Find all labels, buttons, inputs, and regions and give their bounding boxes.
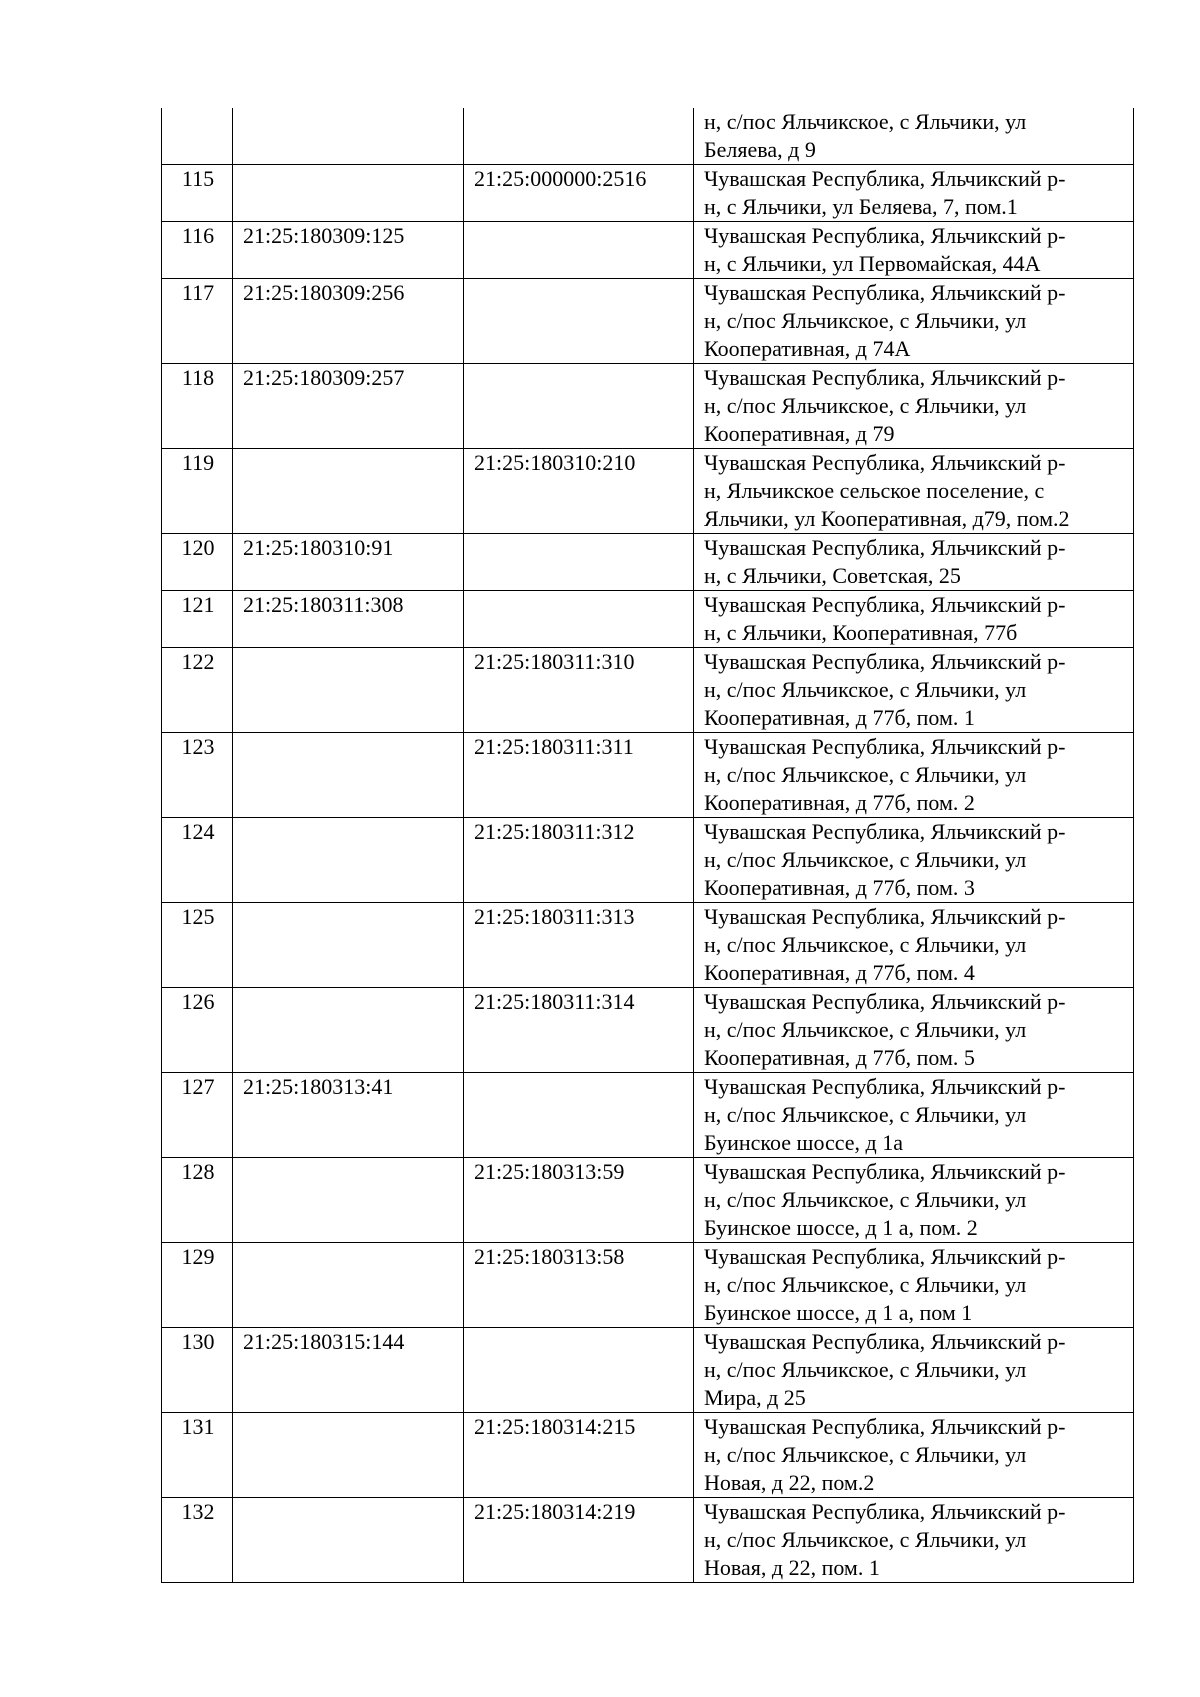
row-number-cell: 119 bbox=[162, 449, 233, 534]
row-number-cell: 117 bbox=[162, 279, 233, 364]
table-row bbox=[162, 534, 1134, 591]
land-cadastral-number-cell bbox=[233, 165, 464, 222]
row-number-cell: 123 bbox=[162, 733, 233, 818]
building-cadastral-number-cell: 21:25:180313:58 bbox=[464, 1243, 694, 1328]
table-row bbox=[162, 1073, 1134, 1158]
address-cell: Чувашская Республика, Яльчикский р- н, с Яльчики, Советская, 25 bbox=[694, 534, 1134, 591]
building-cadastral-number-cell: 21:25:180314:219 bbox=[464, 1498, 694, 1583]
building-cadastral-number-cell: 21:25:180311:314 bbox=[464, 988, 694, 1073]
building-cadastral-number-cell: 21:25:180311:312 bbox=[464, 818, 694, 903]
row-number-cell: 115 bbox=[162, 165, 233, 222]
row-number-cell: 129 bbox=[162, 1243, 233, 1328]
address-cell: Чувашская Республика, Яльчикский р- н, с/пос Яльчикское, с Яльчики, ул Кооперативная, д 74А bbox=[694, 279, 1134, 364]
address-cell: Чувашская Республика, Яльчикский р- н, с/пос Яльчикское, с Яльчики, ул Буинское шоссе, д 1а bbox=[694, 1073, 1134, 1158]
address-cell: Чувашская Республика, Яльчикский р- н, с/пос Яльчикское, с Яльчики, ул Кооперативная, д 77б, пом. 5 bbox=[694, 988, 1134, 1073]
row-number-cell: 121 bbox=[162, 591, 233, 648]
address-cell: Чувашская Республика, Яльчикский р- н, с Яльчики, Кооперативная, 77б bbox=[694, 591, 1134, 648]
building-cadastral-number-cell bbox=[464, 364, 694, 449]
address-cell: Чувашская Республика, Яльчикский р- н, с/пос Яльчикское, с Яльчики, ул Мира, д 25 bbox=[694, 1328, 1134, 1413]
building-cadastral-number-cell bbox=[464, 1073, 694, 1158]
address-cell: Чувашская Республика, Яльчикский р- н, с Яльчики, ул Первомайская, 44А bbox=[694, 222, 1134, 279]
table-row bbox=[162, 818, 1134, 903]
table-row bbox=[162, 988, 1134, 1073]
land-cadastral-number-cell bbox=[233, 648, 464, 733]
row-number-cell: 118 bbox=[162, 364, 233, 449]
building-cadastral-number-cell bbox=[464, 108, 694, 165]
row-number-cell: 124 bbox=[162, 818, 233, 903]
address-cell: н, с/пос Яльчикское, с Яльчики, ул Беляева, д 9 bbox=[694, 108, 1134, 165]
row-number-cell: 122 bbox=[162, 648, 233, 733]
address-cell: Чувашская Республика, Яльчикский р- н, с/пос Яльчикское, с Яльчики, ул Кооперативная, д 77б, пом. 3 bbox=[694, 818, 1134, 903]
property-register-table bbox=[161, 108, 1134, 1583]
row-number-cell: 127 bbox=[162, 1073, 233, 1158]
land-cadastral-number-cell bbox=[233, 988, 464, 1073]
table-row bbox=[162, 1158, 1134, 1243]
table-row bbox=[162, 108, 1134, 165]
address-cell: Чувашская Республика, Яльчикский р- н, Яльчикское сельское поселение, с Яльчики, ул Кооперативная, д79, пом.2 bbox=[694, 449, 1134, 534]
table-row bbox=[162, 1328, 1134, 1413]
row-number-cell: 120 bbox=[162, 534, 233, 591]
land-cadastral-number-cell bbox=[233, 818, 464, 903]
register-table-body bbox=[162, 108, 1134, 1583]
address-cell: Чувашская Республика, Яльчикский р- н, с/пос Яльчикское, с Яльчики, ул Новая, д 22, пом.2 bbox=[694, 1413, 1134, 1498]
land-cadastral-number-cell bbox=[233, 108, 464, 165]
address-cell: Чувашская Республика, Яльчикский р- н, с/пос Яльчикское, с Яльчики, ул Буинское шоссе, д 1 а, пом. 2 bbox=[694, 1158, 1134, 1243]
row-number-cell: 128 bbox=[162, 1158, 233, 1243]
table-row bbox=[162, 449, 1134, 534]
address-cell: Чувашская Республика, Яльчикский р- н, с/пос Яльчикское, с Яльчики, ул Кооперативная, д 77б, пом. 1 bbox=[694, 648, 1134, 733]
building-cadastral-number-cell: 21:25:180310:210 bbox=[464, 449, 694, 534]
row-number-cell: 126 bbox=[162, 988, 233, 1073]
land-cadastral-number-cell: 21:25:180315:144 bbox=[233, 1328, 464, 1413]
land-cadastral-number-cell bbox=[233, 903, 464, 988]
building-cadastral-number-cell bbox=[464, 1328, 694, 1413]
row-number-cell: 132 bbox=[162, 1498, 233, 1583]
land-cadastral-number-cell bbox=[233, 1158, 464, 1243]
land-cadastral-number-cell: 21:25:180309:257 bbox=[233, 364, 464, 449]
building-cadastral-number-cell: 21:25:180311:313 bbox=[464, 903, 694, 988]
table-row bbox=[162, 1243, 1134, 1328]
land-cadastral-number-cell: 21:25:180309:125 bbox=[233, 222, 464, 279]
table-row bbox=[162, 648, 1134, 733]
table-row bbox=[162, 1413, 1134, 1498]
land-cadastral-number-cell: 21:25:180310:91 bbox=[233, 534, 464, 591]
land-cadastral-number-cell: 21:25:180309:256 bbox=[233, 279, 464, 364]
table-row bbox=[162, 279, 1134, 364]
table-row bbox=[162, 222, 1134, 279]
building-cadastral-number-cell bbox=[464, 222, 694, 279]
building-cadastral-number-cell bbox=[464, 591, 694, 648]
row-number-cell: 125 bbox=[162, 903, 233, 988]
land-cadastral-number-cell: 21:25:180313:41 bbox=[233, 1073, 464, 1158]
row-number-cell: 130 bbox=[162, 1328, 233, 1413]
row-number-cell: 116 bbox=[162, 222, 233, 279]
table-row bbox=[162, 591, 1134, 648]
building-cadastral-number-cell: 21:25:180311:311 bbox=[464, 733, 694, 818]
land-cadastral-number-cell: 21:25:180311:308 bbox=[233, 591, 464, 648]
building-cadastral-number-cell: 21:25:180311:310 bbox=[464, 648, 694, 733]
building-cadastral-number-cell bbox=[464, 534, 694, 591]
address-cell: Чувашская Республика, Яльчикский р- н, с/пос Яльчикское, с Яльчики, ул Новая, д 22, пом. 1 bbox=[694, 1498, 1134, 1583]
land-cadastral-number-cell bbox=[233, 733, 464, 818]
table-row bbox=[162, 165, 1134, 222]
land-cadastral-number-cell bbox=[233, 1413, 464, 1498]
land-cadastral-number-cell bbox=[233, 1243, 464, 1328]
address-cell: Чувашская Республика, Яльчикский р- н, с/пос Яльчикское, с Яльчики, ул Буинское шоссе, д 1 а, пом 1 bbox=[694, 1243, 1134, 1328]
building-cadastral-number-cell: 21:25:180313:59 bbox=[464, 1158, 694, 1243]
building-cadastral-number-cell: 21:25:180314:215 bbox=[464, 1413, 694, 1498]
table-row bbox=[162, 903, 1134, 988]
table-row bbox=[162, 733, 1134, 818]
address-cell: Чувашская Республика, Яльчикский р- н, с/пос Яльчикское, с Яльчики, ул Кооперативная, д 77б, пом. 4 bbox=[694, 903, 1134, 988]
address-cell: Чувашская Республика, Яльчикский р- н, с/пос Яльчикское, с Яльчики, ул Кооперативная, д 77б, пом. 2 bbox=[694, 733, 1134, 818]
row-number-cell: 131 bbox=[162, 1413, 233, 1498]
table-row bbox=[162, 1498, 1134, 1583]
row-number-cell bbox=[162, 108, 233, 165]
address-cell: Чувашская Республика, Яльчикский р- н, с/пос Яльчикское, с Яльчики, ул Кооперативная, д 79 bbox=[694, 364, 1134, 449]
table-row bbox=[162, 364, 1134, 449]
land-cadastral-number-cell bbox=[233, 1498, 464, 1583]
building-cadastral-number-cell: 21:25:000000:2516 bbox=[464, 165, 694, 222]
building-cadastral-number-cell bbox=[464, 279, 694, 364]
address-cell: Чувашская Республика, Яльчикский р- н, с Яльчики, ул Беляева, 7, пом.1 bbox=[694, 165, 1134, 222]
land-cadastral-number-cell bbox=[233, 449, 464, 534]
